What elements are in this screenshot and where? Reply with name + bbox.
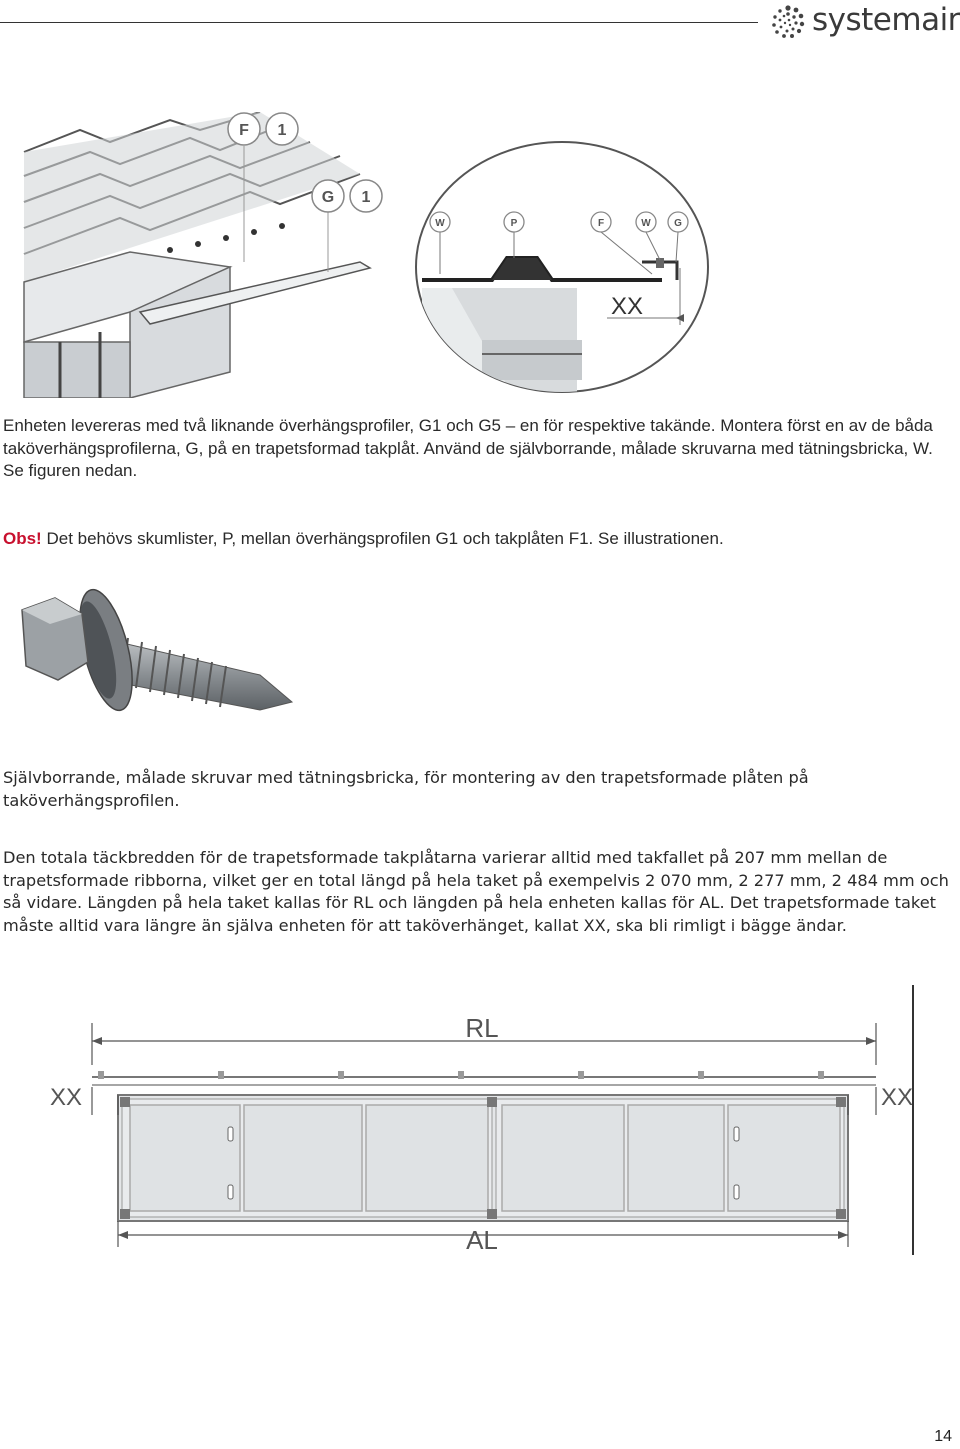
brand-name: systemair	[812, 2, 960, 38]
callout-f-letter: F	[239, 122, 249, 139]
roof-length-figure	[40, 985, 920, 1255]
detail-label-w2: W	[641, 218, 651, 229]
obs-text: Det behövs skumlister, P, mellan överhängsprofilen G1 och takplåten F1. Se illustrationen.	[41, 529, 724, 548]
callout-f-number: 1	[277, 122, 287, 139]
overhang-detail-figure	[412, 140, 712, 394]
header-rule	[0, 22, 758, 23]
detail-label-f: F	[597, 218, 605, 229]
detail-label-w1: W	[435, 218, 445, 229]
roof-length-paragraph: Den totala täckbredden för de trapetsformade takplåtarna varierar alltid med takfallet på 207 mm mellan de trapetsformade ribborna, vilket ger en total längd på hela taket på exempelvis 2 070 mm, 2 277 mm, 2 484 mm och så vidare. Längden på hela taket kallas för RL och längden på hela enheten kallas för AL. Det trapetsformade taket måste alltid vara längre än själva enheten för att taköverhänget, kallat XX, ska bli rimligt i bägge ändar.	[3, 848, 949, 935]
detail-dimension-label: XX	[610, 293, 644, 320]
label-rl: RL	[465, 1013, 499, 1043]
brand-logo	[766, 0, 960, 44]
callout-g-number: 1	[361, 189, 371, 206]
detail-label-p: P	[510, 218, 518, 229]
overhang-assembly-figure	[20, 112, 390, 398]
detail-label-g: G	[674, 218, 682, 229]
intro-paragraph: Enheten levereras med två liknande överhängsprofiler, G1 och G5 – en för respektive takände. Montera först en av de båda taköverhängsprofilerna, G, på en trapetsformad takplåt. Använd de självborrande, målade skruvarna med tätningsbricka, W. Se figuren nedan.	[3, 416, 933, 480]
label-xx-left: XX	[49, 1084, 83, 1111]
systemair-swirl-icon	[766, 0, 810, 44]
screw-caption: Självborrande, målade skruvar med tätningsbricka, för montering av den trapetsformade plåten på taköverhängsprofilen.	[3, 768, 809, 810]
label-xx-right: XX	[880, 1084, 914, 1111]
obs-label: Obs!	[3, 529, 42, 548]
obs-paragraph	[3, 528, 953, 551]
self-drilling-screw-image	[10, 580, 300, 730]
label-al: AL	[466, 1225, 498, 1255]
page-number: 14	[934, 1428, 952, 1445]
callout-g-letter: G	[321, 189, 335, 206]
